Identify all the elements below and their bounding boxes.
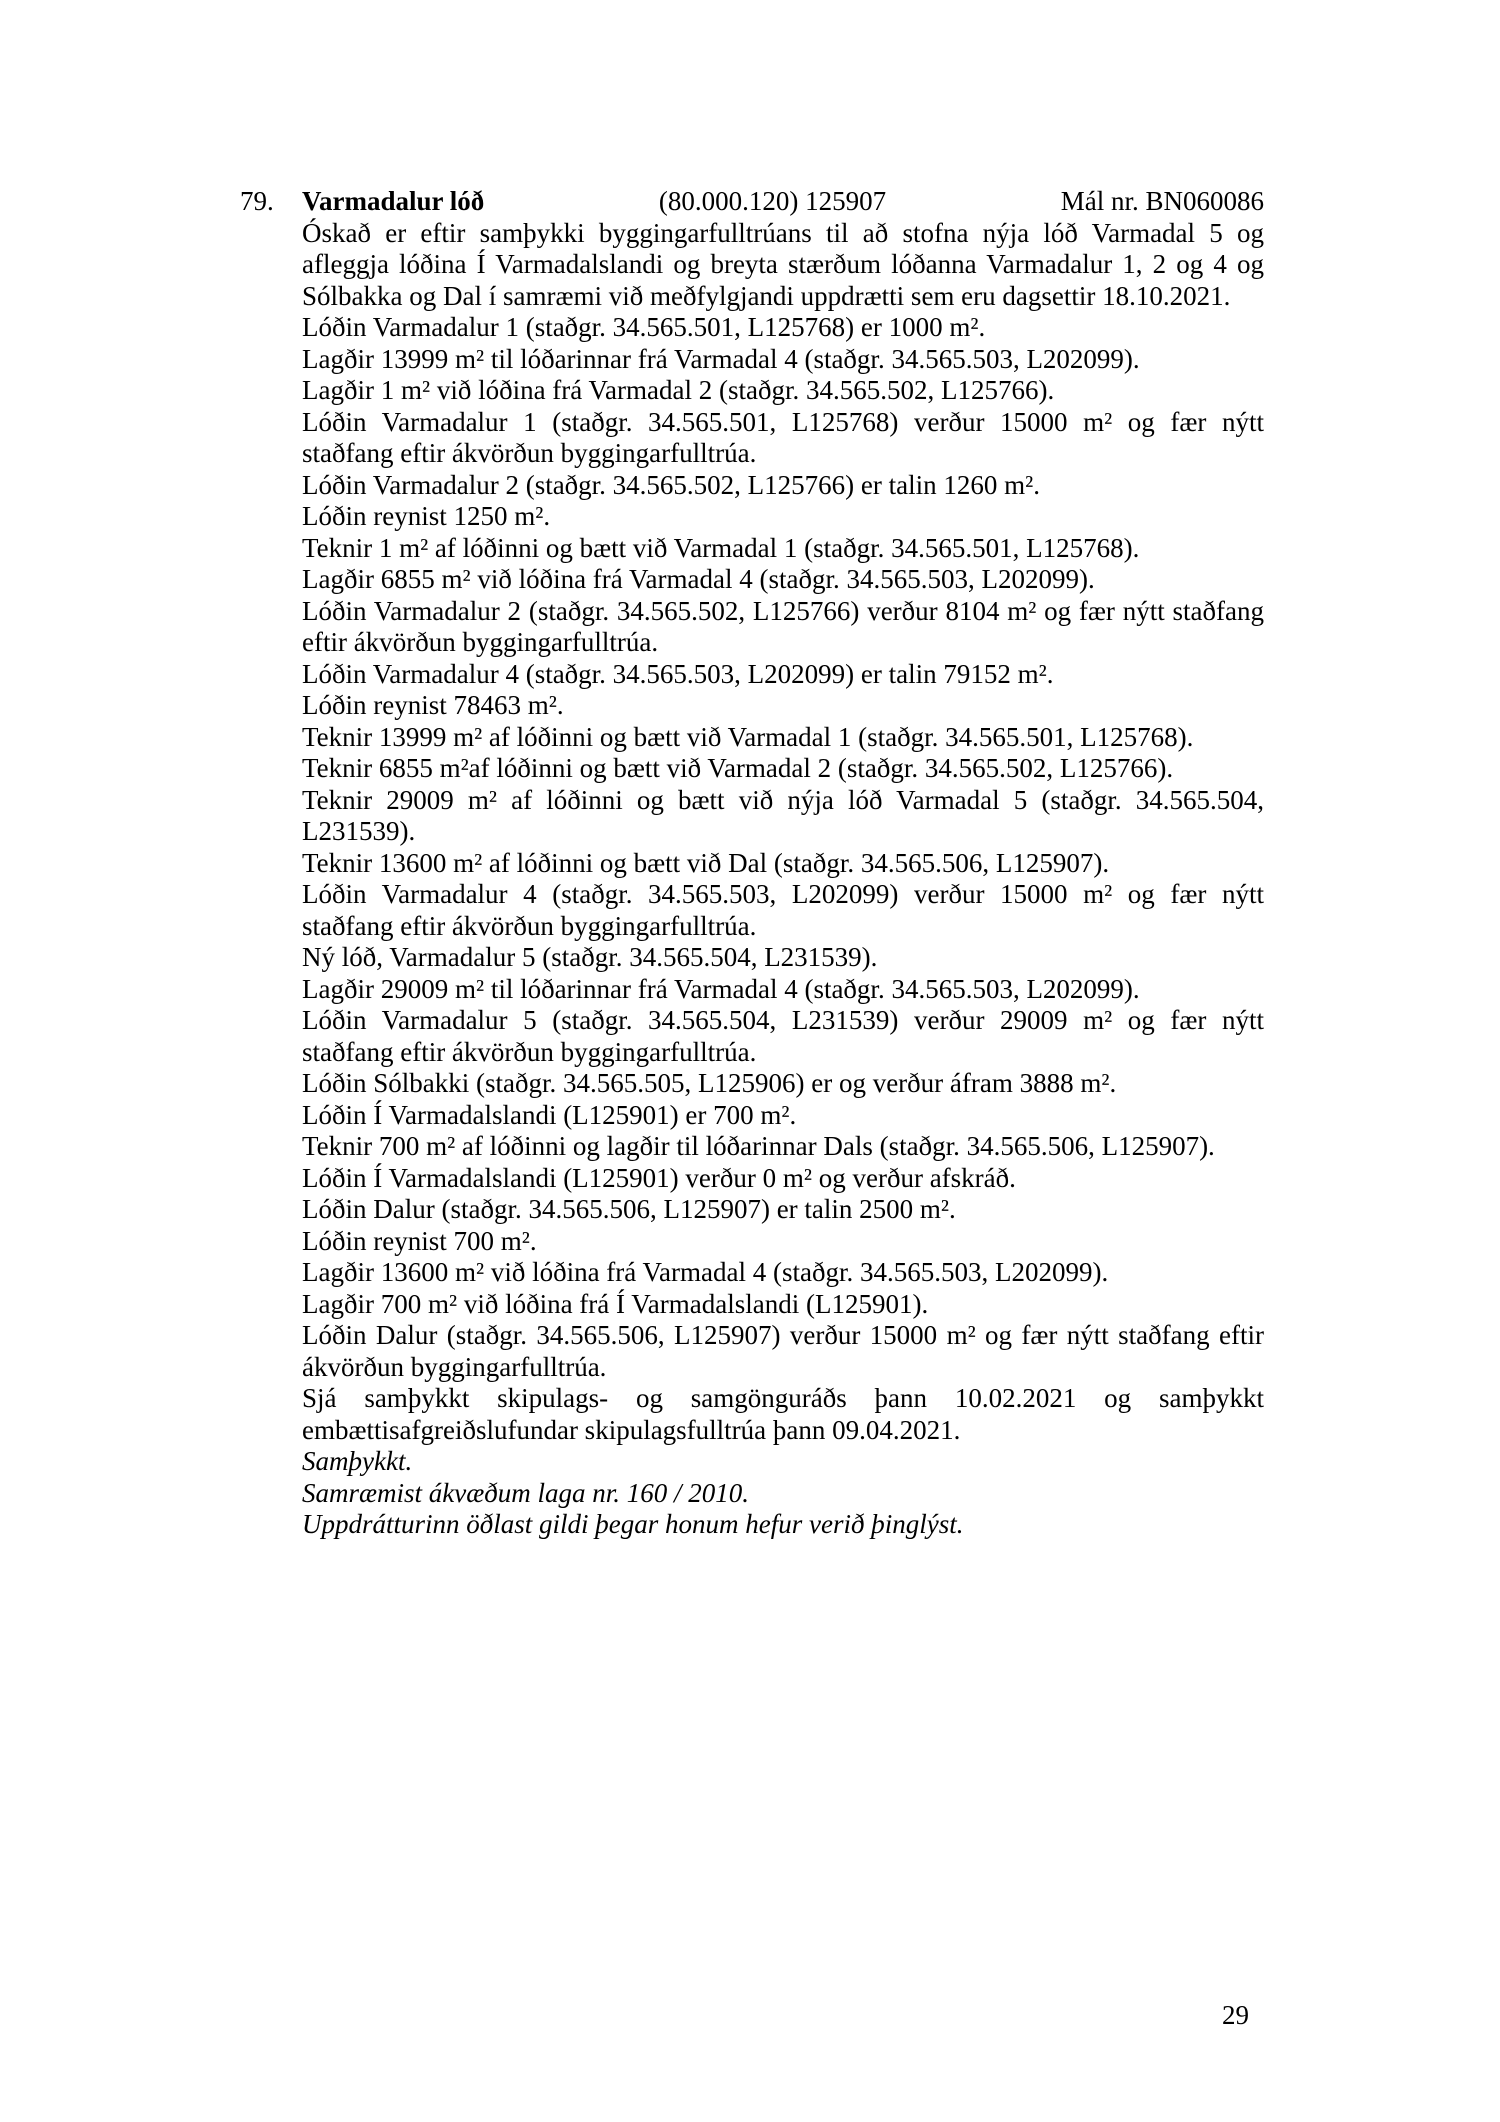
body-paragraph: Teknir 13999 m² af lóðinni og bætt við Varmadal 1 (staðgr. 34.565.501, L125768). <box>302 721 1194 752</box>
body-paragraph: Teknir 6855 m²af lóðinni og bætt við Varmadal 2 (staðgr. 34.565.502, L125766). <box>302 753 1174 783</box>
body-paragraph: Lóðin Varmadalur 2 (staðgr. 34.565.502, L125766) er talin 1260 m². <box>302 469 1040 500</box>
body-paragraph: Sjá samþykkt skipulags- og samgönguráðs þann 10.02.2021 og samþykkt embættisafgreiðslufundar skipulagsfulltrúa þann 09.04.2021. <box>302 1383 1264 1445</box>
body-paragraph: Ný lóð, Varmadalur 5 (staðgr. 34.565.504, L231539). <box>302 942 878 972</box>
resolution-line: Samþykkt. <box>302 1446 413 1476</box>
body-paragraph: Lóðin Í Varmadalslandi (L125901) er 700 m². <box>302 1099 797 1130</box>
body-paragraph: Lagðir 1 m² við lóðina frá Varmadal 2 (staðgr. 34.565.502, L125766). <box>302 375 1055 405</box>
case-number: Mál nr. BN060086 <box>1060 186 1264 216</box>
body-paragraph: Lóðin Varmadalur 4 (staðgr. 34.565.503, L202099) er talin 79152 m². <box>302 658 1054 689</box>
body-paragraph: Lóðin Í Varmadalslandi (L125901) verður 0 m² og verður afskráð. <box>302 1162 1016 1193</box>
body-paragraph: Lóðin Varmadalur 1 (staðgr. 34.565.501, L125768) er 1000 m². <box>302 312 986 342</box>
agenda-item <box>240 186 1264 1541</box>
body-paragraph: Lóðin Dalur (staðgr. 34.565.506, L125907) er talin 2500 m². <box>302 1194 956 1224</box>
body-paragraph: Lóðin Varmadalur 5 (staðgr. 34.565.504, L231539) verður 29009 m² og fær nýtt staðfang eftir ákvörðun byggingarfulltrúa. <box>302 1005 1264 1067</box>
body-paragraph: Lóðin Varmadalur 1 (staðgr. 34.565.501, L125768) verður 15000 m² og fær nýtt staðfang eftir ákvörðun byggingarfulltrúa. <box>302 406 1264 468</box>
body-paragraph: Lóðin Varmadalur 4 (staðgr. 34.565.503, L202099) verður 15000 m² og fær nýtt staðfang eftir ákvörðun byggingarfulltrúa. <box>302 879 1264 941</box>
item-reference: (80.000.120) 125907 <box>658 186 887 216</box>
body-paragraph: Teknir 1 m² af lóðinni og bætt við Varmadal 1 (staðgr. 34.565.501, L125768). <box>302 532 1140 563</box>
item-number: 79. <box>240 186 274 216</box>
body-paragraph: Lóðin reynist 1250 m². <box>302 501 551 531</box>
item-paragraphs <box>302 218 1264 1541</box>
body-paragraph: Teknir 700 m² af lóðinni og lagðir til lóðarinnar Dals (staðgr. 34.565.506, L125907). <box>302 1131 1215 1161</box>
item-header <box>302 186 1264 218</box>
body-paragraph: Lagðir 13999 m² til lóðarinnar frá Varmadal 4 (staðgr. 34.565.503, L202099). <box>302 343 1140 374</box>
resolution-line: Samræmist ákvæðum laga nr. 160 / 2010. <box>302 1477 750 1508</box>
body-paragraph: Teknir 29009 m² af lóðinni og bætt við nýja lóð Varmadal 5 (staðgr. 34.565.504, L231539). <box>302 784 1264 846</box>
item-title: Varmadalur lóð <box>302 186 485 216</box>
body-paragraph: Lagðir 6855 m² við lóðina frá Varmadal 4 (staðgr. 34.565.503, L202099). <box>302 564 1095 594</box>
page-number: 29 <box>1222 2000 1249 2030</box>
body-paragraph: Lagðir 29009 m² til lóðarinnar frá Varmadal 4 (staðgr. 34.565.503, L202099). <box>302 973 1140 1004</box>
body-paragraph: Lóðin reynist 78463 m². <box>302 690 564 720</box>
body-paragraph: Óskað er eftir samþykki byggingarfulltrúans til að stofna nýja lóð Varmadal 5 og afleggja lóðina Í Varmadalslandi og breyta stærðum lóðanna Varmadalur 1, 2 og 4 og Sólbakka og Dal í samræmi við meðfylgjandi uppdrætti sem eru dagsettir 18.10.2021. <box>302 217 1264 311</box>
body-paragraph: Lagðir 700 m² við lóðina frá Í Varmadalslandi (L125901). <box>302 1288 929 1319</box>
body-paragraph: Lóðin Varmadalur 2 (staðgr. 34.565.502, L125766) verður 8104 m² og fær nýtt staðfang eftir ákvörðun byggingarfulltrúa. <box>302 595 1264 657</box>
body-paragraph: Lóðin Sólbakki (staðgr. 34.565.505, L125906) er og verður áfram 3888 m². <box>302 1068 1117 1098</box>
body-paragraph: Lagðir 13600 m² við lóðina frá Varmadal 4 (staðgr. 34.565.503, L202099). <box>302 1257 1109 1287</box>
resolution-line: Uppdrátturinn öðlast gildi þegar honum hefur verið þinglýst. <box>302 1509 964 1539</box>
body-paragraph: Teknir 13600 m² af lóðinni og bætt við Dal (staðgr. 34.565.506, L125907). <box>302 847 1110 878</box>
body-paragraph: Lóðin Dalur (staðgr. 34.565.506, L125907) verður 15000 m² og fær nýtt staðfang eftir ákvörðun byggingarfulltrúa. <box>302 1320 1264 1382</box>
body-paragraph: Lóðin reynist 700 m². <box>302 1225 537 1256</box>
